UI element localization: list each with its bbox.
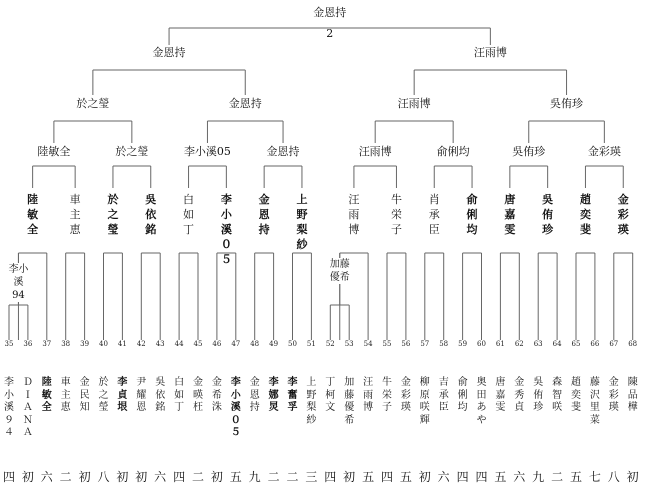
- player-name: 金 民 知: [79, 377, 90, 413]
- player-name: 金 恩 持: [249, 377, 260, 413]
- round8-player: 李小溪05: [183, 145, 231, 158]
- player-number: 49: [269, 340, 279, 348]
- round16-player: 陸 敏 全: [27, 193, 39, 236]
- player-name: 奥 田 あ や: [476, 377, 487, 426]
- player-number: 44: [174, 340, 184, 348]
- player-name: 俞 俐 均: [457, 377, 468, 413]
- round8-player: 金恩持: [266, 145, 300, 158]
- round16-player: 趙 奕 斐: [579, 193, 591, 236]
- player-number: 59: [458, 340, 468, 348]
- player-result: 四: [324, 470, 337, 484]
- round16-player: 白 如 丁: [183, 193, 195, 236]
- prelim-winner-line: 加藤: [329, 259, 350, 270]
- quarterfinal-player: 吳侑珍: [550, 97, 584, 110]
- player-number: 63: [533, 340, 543, 348]
- player-name: 陸 敏 全: [41, 377, 52, 413]
- round16-player: 俞 俐 均: [466, 193, 478, 236]
- player-number: 60: [477, 340, 486, 348]
- round8-player: 於之瑩: [115, 145, 149, 158]
- semifinal-player: 金恩持: [152, 46, 186, 59]
- round16-player: 車 主 恵: [69, 193, 81, 236]
- prelim-winner-box: [326, 258, 354, 284]
- player-result: 四: [2, 470, 15, 484]
- player-number: 46: [212, 340, 222, 348]
- round16-player: 吳 侑 珍: [542, 193, 554, 236]
- player-number: 52: [325, 340, 335, 348]
- player-number: 39: [80, 340, 90, 348]
- player-name: 於 之 瑩: [98, 377, 109, 413]
- player-number: 37: [42, 340, 52, 348]
- round8-player: 汪雨博: [358, 145, 392, 158]
- player-name: 丁 柯 文: [325, 377, 336, 413]
- player-number: 47: [231, 340, 241, 348]
- player-result: 初: [135, 470, 148, 484]
- player-number: 51: [306, 340, 316, 348]
- player-name: 李 奮 孚: [287, 377, 298, 413]
- prelim-winner-line: 李小: [8, 264, 29, 275]
- player-result: 九: [532, 470, 545, 484]
- player-number: 58: [439, 340, 449, 348]
- player-result: 四: [173, 470, 186, 484]
- player-number: 35: [4, 340, 14, 348]
- player-name: 金 暎 枉: [193, 377, 203, 413]
- player-name: 車 主 恵: [60, 377, 71, 413]
- round16-player: 上 野 梨 紗: [296, 193, 308, 251]
- player-number: 56: [401, 340, 411, 348]
- player-name: 吉 承 臣: [438, 377, 449, 413]
- player-result: 二: [286, 470, 299, 484]
- player-name: 吳 侑 珍: [533, 377, 544, 413]
- player-number: 64: [552, 340, 562, 348]
- player-name: Ｄ Ｉ Ａ Ｎ Ａ: [22, 377, 33, 438]
- player-name: 牛 栄 子: [382, 377, 392, 413]
- player-number: 62: [514, 340, 524, 348]
- player-number: 67: [609, 340, 619, 348]
- round16-player: 金 恩 持: [258, 193, 270, 236]
- player-name: 金 彩 瑛: [400, 377, 411, 413]
- player-result: 八: [607, 470, 620, 484]
- player-result: 二: [191, 470, 204, 484]
- player-result: 初: [116, 470, 129, 484]
- player-number: 42: [136, 340, 146, 348]
- player-name: 藤 沢 里 菜: [589, 377, 600, 426]
- player-name: 李 小 溪 ０ ５: [230, 377, 241, 438]
- player-result: 初: [78, 470, 91, 484]
- player-result: 初: [343, 470, 356, 484]
- champion-name: 金恩持: [313, 6, 347, 19]
- player-name: 尹 耀 恩: [136, 377, 147, 413]
- player-result: 二: [59, 470, 72, 484]
- player-result: 九: [248, 470, 261, 484]
- player-number: 61: [495, 340, 505, 348]
- player-number: 65: [571, 340, 581, 348]
- round16-player: 牛 栄 子: [390, 193, 402, 236]
- player-result: 五: [569, 470, 582, 484]
- player-result: 四: [456, 470, 469, 484]
- player-name: 上 野 梨 紗: [306, 377, 317, 426]
- player-result: 五: [229, 470, 242, 484]
- player-result: 二: [551, 470, 564, 484]
- round8-player: 吳侑珍: [512, 145, 546, 158]
- player-name: 金 秀 貞: [514, 377, 525, 413]
- round8-player: 俞俐均: [436, 145, 470, 158]
- player-name: 金 希 洙: [211, 377, 222, 413]
- player-result: 六: [513, 470, 526, 484]
- player-result: 四: [380, 470, 393, 484]
- player-result: 初: [21, 470, 34, 484]
- player-result: 二: [267, 470, 280, 484]
- semifinal-player: 汪雨博: [473, 46, 507, 59]
- player-number: 36: [23, 340, 33, 348]
- player-result: 初: [210, 470, 223, 484]
- player-number: 50: [288, 340, 297, 348]
- player-result: 六: [154, 470, 167, 484]
- player-number: 55: [382, 340, 392, 348]
- round16-player: 李 小 溪 ０ ５: [220, 193, 232, 266]
- player-result: 五: [494, 470, 507, 484]
- player-name: 金 彩 瑛: [608, 377, 619, 413]
- round16-player: 肖 承 臣: [428, 193, 440, 236]
- player-result: 六: [40, 470, 53, 484]
- player-number: 53: [344, 340, 354, 348]
- champion-count: 2: [326, 27, 334, 40]
- player-name: 森 智 咲: [552, 377, 563, 413]
- prelim-winner-line: 溪: [13, 277, 24, 288]
- player-number: 54: [363, 340, 373, 348]
- player-name: 加 藤 優 希: [344, 377, 355, 426]
- prelim-winner-line: 94: [12, 290, 25, 301]
- player-result: 五: [362, 470, 375, 484]
- player-result: 三: [305, 470, 318, 484]
- player-name: 李 小 溪 ９ ４: [4, 377, 14, 438]
- player-result: 七: [588, 470, 601, 484]
- quarterfinal-player: 汪雨博: [397, 97, 431, 110]
- round16-player: 金 彩 瑛: [617, 193, 629, 236]
- player-result: 初: [418, 470, 431, 484]
- player-number: 68: [628, 340, 638, 348]
- player-number: 38: [61, 340, 71, 348]
- player-number: 48: [250, 340, 260, 348]
- player-name: 唐 嘉 雯: [495, 377, 506, 413]
- player-name: 白 如 丁: [174, 377, 185, 413]
- player-name: 吳 依 銘: [155, 377, 166, 413]
- prelim-winner-box: [4, 263, 32, 302]
- quarterfinal-player: 金恩持: [228, 97, 262, 110]
- player-number: 43: [155, 340, 165, 348]
- player-result: 八: [97, 470, 110, 484]
- prelim-winner-line: 優希: [329, 272, 350, 283]
- player-name: 李 娜 炅: [268, 377, 279, 413]
- round8-player: 陸敏全: [37, 145, 71, 158]
- player-name: 汪 雨 博: [363, 377, 374, 413]
- player-name: 柳 原 咲 輝: [419, 377, 430, 426]
- player-result: 四: [475, 470, 488, 484]
- player-result: 初: [626, 470, 639, 484]
- player-number: 40: [99, 340, 108, 348]
- player-number: 66: [590, 340, 600, 348]
- player-result: 五: [399, 470, 412, 484]
- player-number: 41: [117, 340, 127, 348]
- player-name: 陳 品 樺: [627, 377, 638, 413]
- round16-player: 於 之 瑩: [107, 193, 119, 236]
- round16-player: 汪 雨 博: [348, 193, 360, 236]
- player-name: 趙 奕 斐: [571, 377, 581, 413]
- player-name: 李 貞 垠: [117, 377, 128, 413]
- player-number: 45: [193, 340, 203, 348]
- quarterfinal-player: 於之瑩: [76, 97, 110, 110]
- round16-player: 吳 依 銘: [145, 193, 157, 236]
- round8-player: 金彩瑛: [587, 145, 621, 158]
- round16-player: 唐 嘉 雯: [504, 193, 516, 236]
- player-number: 57: [420, 340, 430, 348]
- player-result: 六: [437, 470, 450, 484]
